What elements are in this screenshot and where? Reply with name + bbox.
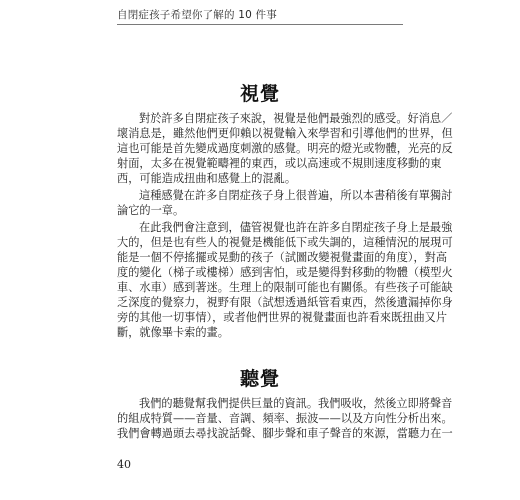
body-line: 壞消息是，雖然他們更仰賴以視覺輸入來學習和引導他們的世界，但 <box>117 127 453 140</box>
body-line: 大的，但是也有些人的視覺是機能低下或失調的，這種情況的展現可 <box>117 236 453 249</box>
body-line: 能是一個不停搖擺或晃動的孩子（試圖改變視覺畫面的角度），對高 <box>117 251 448 264</box>
body-line: 在此我們會注意到，儘管視覺也許在許多自閉症孩子身上是最強 <box>139 221 453 234</box>
body-line: 旁的其他一切事情），或者他們世界的視覺畫面也許看來既扭曲又片 <box>117 311 448 324</box>
page-number: 40 <box>117 458 131 471</box>
body-line: 論它的一章。 <box>117 204 185 217</box>
body-line: 度的變化（梯子或樓梯）感到害怕，或是變得對移動的物體（模型火 <box>117 266 453 279</box>
body-line: 對於許多自閉症孩子來說，視覺是他們最強烈的感受。好消息／ <box>139 112 453 125</box>
body-line: 西，可能造成扭曲和感覺上的混亂。 <box>117 172 297 185</box>
body-line: 車、水車）感到著迷。生理上的限制可能也有關係。有些孩子可能缺 <box>117 281 453 294</box>
running-header: 自閉症孩子希望你了解的 10 件事 <box>117 9 277 21</box>
body-line: 這也可能是首先變成過度刺激的感覺。明亮的燈光或物體，光亮的反 <box>117 142 453 155</box>
body-line: 我們會轉過頭去尋找說話聲、腳步聲和車子聲音的來源，當聽力在一 <box>117 427 453 440</box>
body-line: 這種感覺在許多自閉症孩子身上很普遍，所以本書稍後有單獨討 <box>139 189 453 202</box>
section-title-hearing: 聽覺 <box>239 368 280 390</box>
body-line: 乏深度的覺察力，視野有限（試想透過紙管看東西，然後遺漏掉你身 <box>117 296 453 309</box>
section-title-vision: 視覺 <box>239 83 280 105</box>
body-line: 射面，太多在視覺範疇裡的東西，或以高速或不規則速度移動的東 <box>117 157 442 170</box>
body-line: 斷，就像畢卡索的畫。 <box>117 326 229 339</box>
body-line: 的組成特質——音量、音調、頻率、振波——以及方向性分析出來。 <box>117 412 453 425</box>
header-rule <box>117 24 403 25</box>
body-line: 我們的聽覺幫我們提供巨量的資訊。我們吸收，然後立即將聲音 <box>139 397 453 410</box>
